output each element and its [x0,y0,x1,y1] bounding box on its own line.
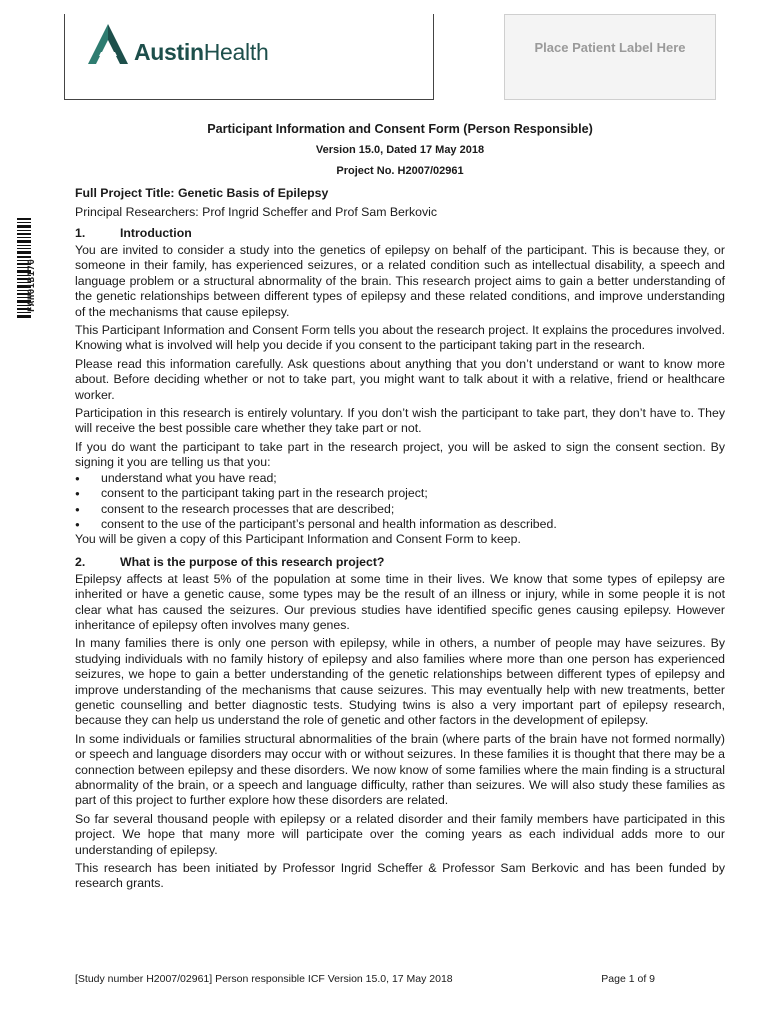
side-barcode-code: FAH01B170 [27,258,37,312]
austin-health-logo-icon [86,22,130,66]
paragraph: If you do want the participant to take part in the research project, you will be asked to sign the consent section. By signing it you are telling us that you: [75,439,725,470]
paragraph: You are invited to consider a study into the genetics of epilepsy on behalf of the participant. This is because they, or someone in their family, has experienced seizures, or a related condition such as intellectual disability, a speech and language problem or a structural abnormality of the brain. This research project aims to gain a better understanding of the genetic relationships between different types of epilepsy and these related conditions, and improve understanding of the mechanisms that cause epilepsy. [75,243,725,319]
section-number: 1. [75,226,86,240]
section-heading-purpose [75,554,725,570]
logo-word-health: Health [203,39,269,65]
austin-health-logo [86,22,268,66]
section-heading-introduction [75,225,725,241]
section-title: Introduction [120,226,192,240]
project-number: Project No. H2007/02961 [336,165,464,177]
patient-label-box [504,14,716,100]
principal-researchers: Principal Researchers: Prof Ingrid Scheffer and Prof Sam Berkovic [75,205,438,219]
paragraph: In many families there is only one person with epilepsy, while in others, a number of people may have seizures. By studying individuals with no family history of epilepsy and also families where more than one person has experienced seizures, we hope to gain a better understanding of the genetic relationships between different types of epilepsy and improve understanding of the mechanisms that cause seizures. This may eventually help with new treatments, better genetic counselling and better diagnostic tests. Studying twins is also a very important part of epilepsy research, because they can help us understand the role of genetic and other factors in the development of epilepsy. [75,636,725,728]
consent-bullet-list [75,471,725,533]
paragraph: Participation in this research is entirely voluntary. If you don’t wish the participant to take part, they don’t have to. They will receive the best possible care whether they take part or not. [75,406,725,436]
paragraph: This research has been initiated by Professor Ingrid Scheffer & Professor Sam Berkovic and has been funded by research grants. [75,861,725,891]
paragraph: In some individuals or families structural abnormalities of the brain (where parts of the brain have not formed normally) or speech and language disorders may occur with or without seizures. In these families it is thought that there may be a connection between epilepsy and these disorders. We now know of some families where the main finding is a structural abnormality of the brain, or a speech and language difficulty, rather than seizures. We will also study these families as part of this project to further explore how these disorders are related. [75,731,725,808]
paragraph: You will be given a copy of this Participant Information and Consent Form to keep. [75,532,521,547]
list-item: ● understand what you have read; [75,471,725,486]
paragraph: So far several thousand people with epilepsy or a related disorder and their family members have participated in this project. We hope that many more will participate over the coming years as each individual adds more to our understanding of epilepsy. [75,811,725,857]
paragraph: Epilepsy affects at least 5% of the population at some time in their lives. We know that some types of epilepsy are inherited or have a genetic cause, some types may be the result of an illness or injury, while in some people it is not clear what has caused the seizures. Our previous studies have identified specific genes causing epilepsy. However inheritance of epilepsy often involves many genes. [75,571,725,632]
logo-wordmark [134,41,268,64]
paragraph: This Participant Information and Consent Form tells you about the research project. It explains the procedures involved. Knowing what is involved will help you decide if you consent to the participant taking part in the research. [75,323,725,353]
section-number: 2. [75,554,86,569]
section-title: What is the purpose of this research project? [120,554,385,569]
list-item: ● consent to the participant taking part in the research project; [75,486,725,501]
list-item: ● consent to the research processes that are described; [75,502,725,517]
page-number: Page 1 of 9 [601,973,655,985]
list-item: ● consent to the use of the participant’s personal and health information as described. [75,517,725,532]
form-title: Participant Information and Consent Form (Person Responsible) [207,122,593,136]
footer-study-info: [Study number H2007/02961] Person responsible ICF Version 15.0, 17 May 2018 [75,973,453,985]
patient-label-text: Place Patient Label Here [534,40,686,55]
full-project-title: Full Project Title: Genetic Basis of Epilepsy [75,186,329,200]
page-footer [75,973,655,985]
form-version: Version 15.0, Dated 17 May 2018 [315,144,485,156]
logo-word-austin: Austin [134,39,204,65]
paragraph: Please read this information carefully. Ask questions about anything that you don’t understand or want to know more about. Before deciding whether or not to take part, you might want to talk about it with a relative, friend or healthcare worker. [75,356,725,402]
document-body [75,121,725,895]
